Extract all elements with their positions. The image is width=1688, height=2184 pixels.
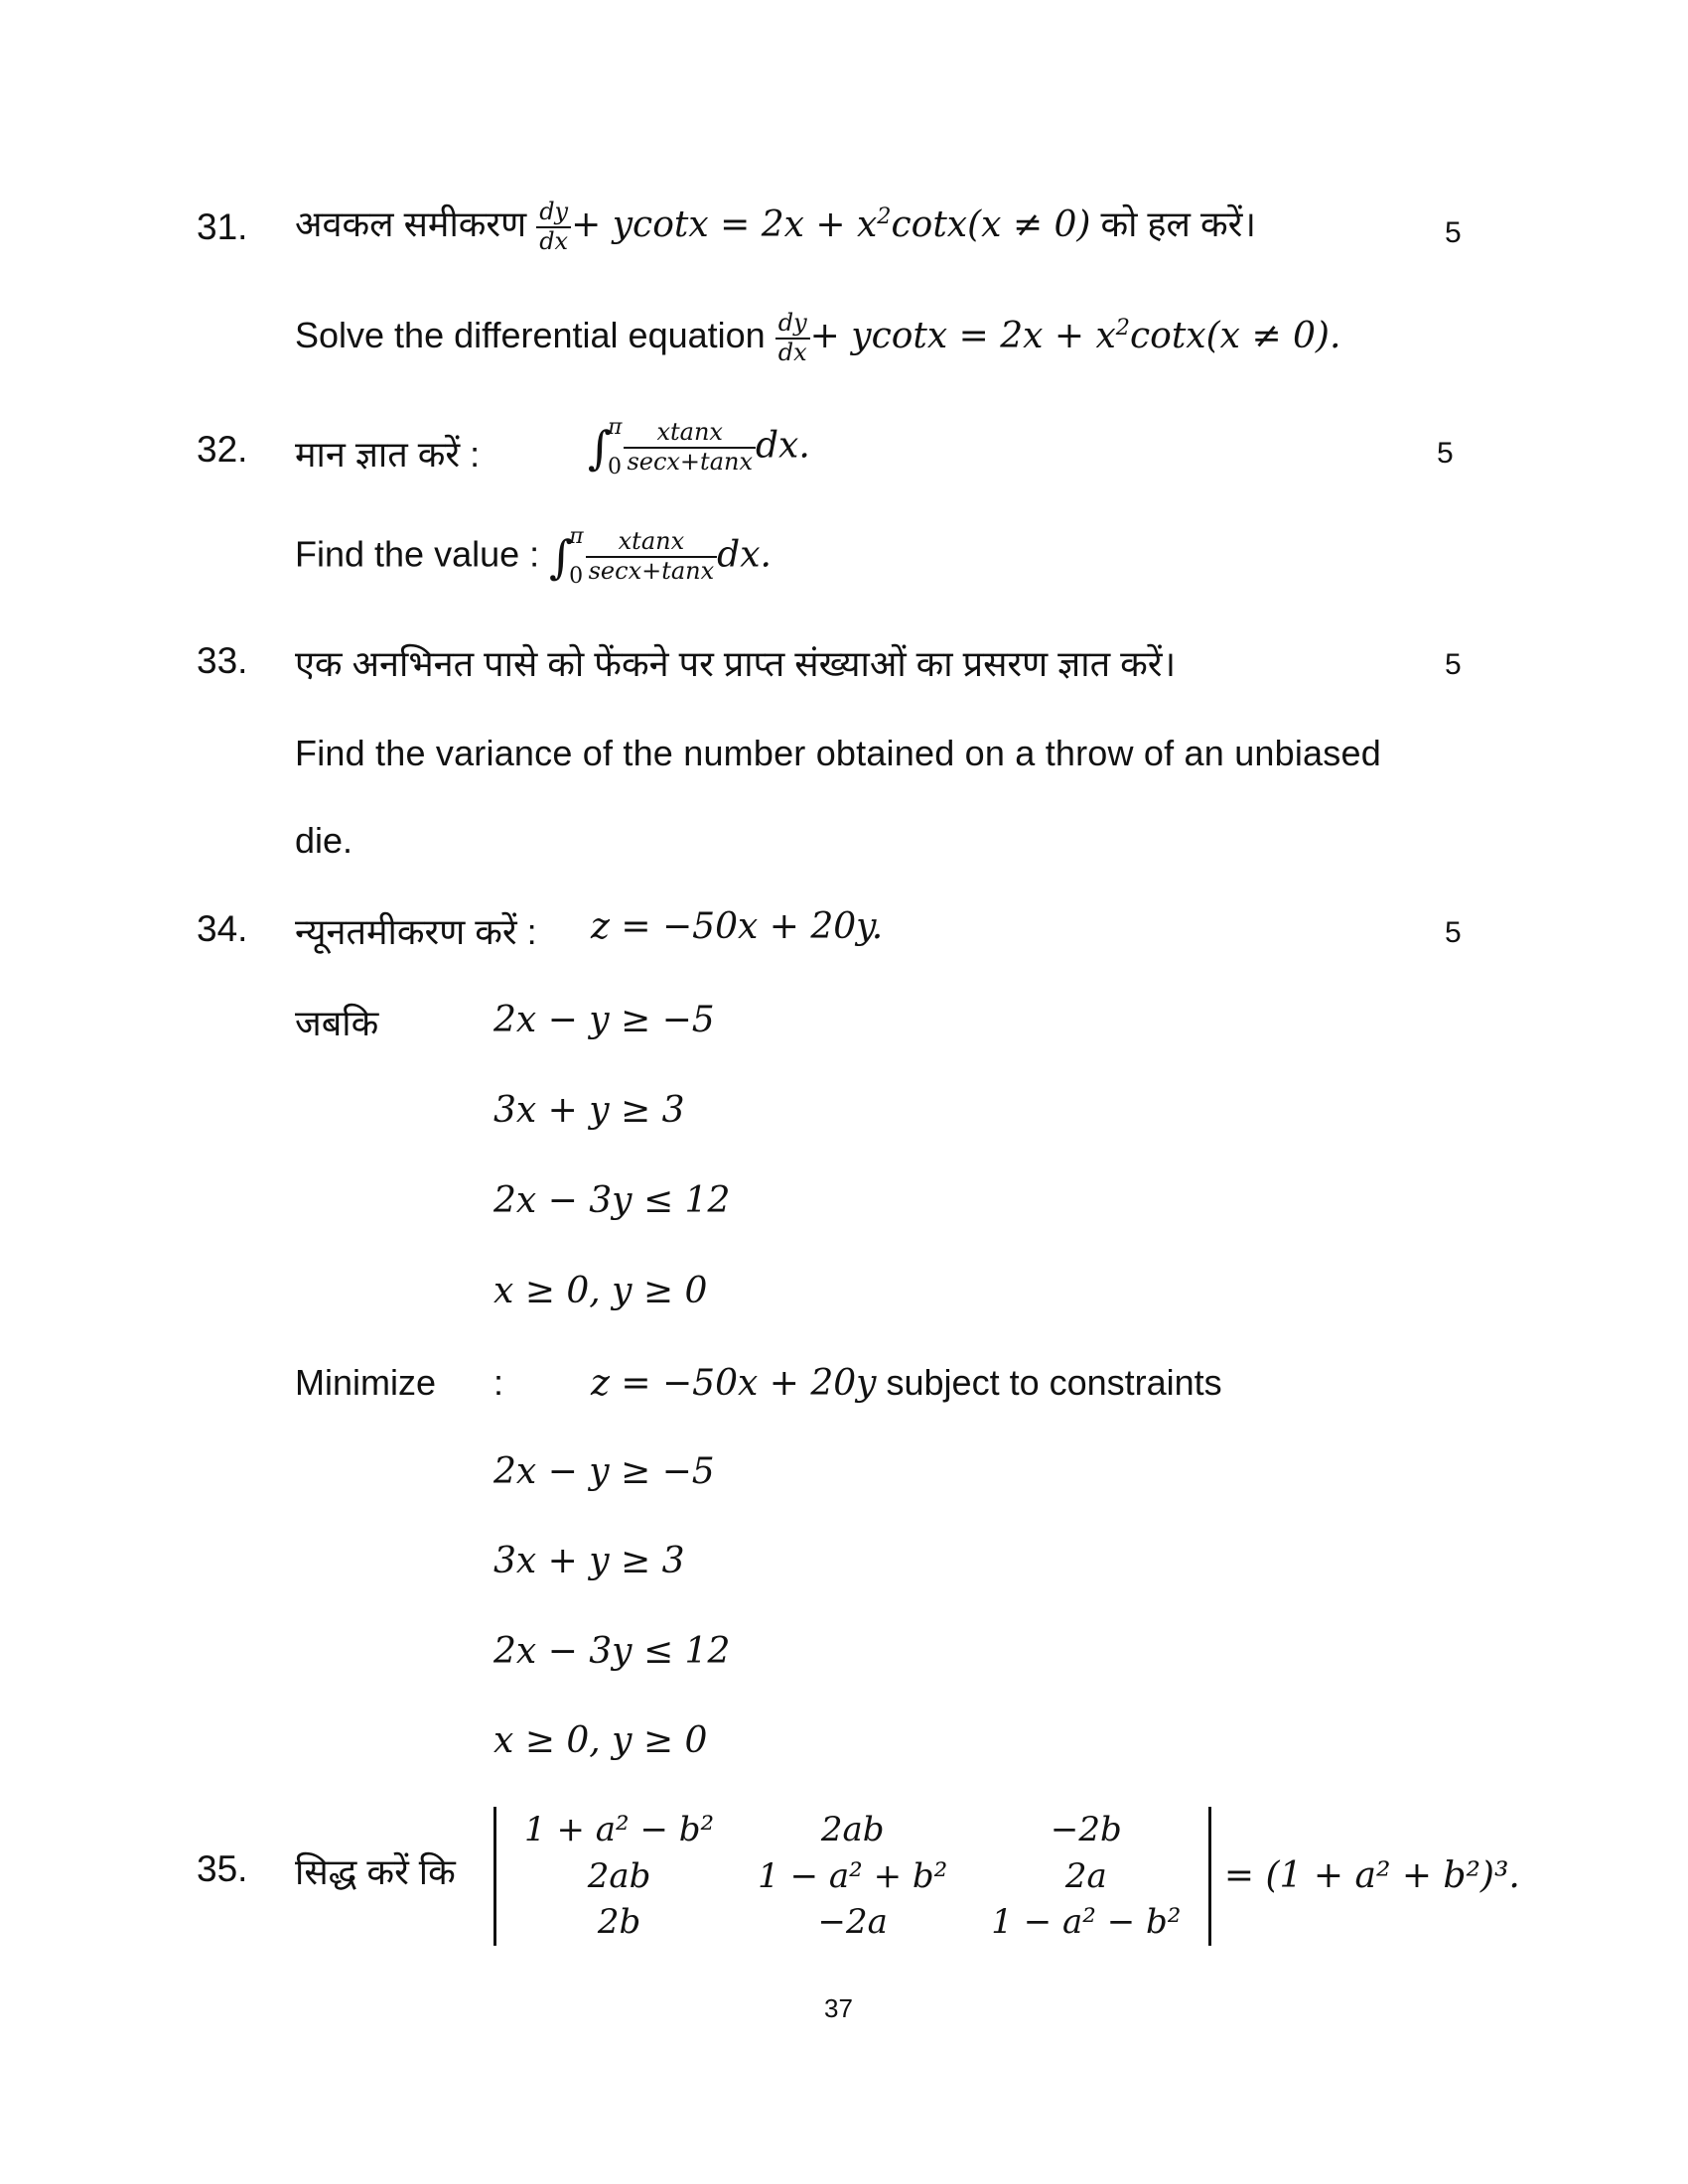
- q34-english-label: Minimize: [295, 1362, 437, 1403]
- matrix-row: 2ab 1 − a² + b² 2a: [587, 1855, 1107, 1896]
- q31-marks: 5: [1445, 216, 1462, 249]
- q33-marks: 5: [1445, 648, 1462, 681]
- q33-english-line2: die.: [295, 820, 353, 861]
- integral-sign-icon: ∫: [588, 421, 612, 475]
- matrix-row: 1 + a² − b² 2ab −2b: [524, 1810, 1122, 1849]
- q31-derivative-en: $\frac{dy}{dx}$: [775, 310, 810, 366]
- q35-determinant: [493, 1807, 1211, 1946]
- q34-english-suffix: subject to constraints: [886, 1362, 1222, 1403]
- q31-equation-en: + $ycotx = 2x + x^2\cot x(x \ne 0)$: [809, 315, 1330, 357]
- page-number: 37: [824, 1993, 853, 2023]
- question-31-hindi: [295, 199, 1256, 255]
- question-number-31: 31.: [197, 206, 248, 247]
- question-number-34: 34.: [197, 908, 248, 949]
- q34-hindi-prefix: न्यूनतमीकरण करें :: [295, 911, 537, 952]
- integral-sign-icon: ∫: [549, 530, 574, 584]
- question-32-english: Find the value : ∫ π 0 $\frac{xtanx}{\sec x+\tan x}$ dx.: [295, 524, 772, 589]
- q34-objective: z = −50x + 20y.: [591, 906, 884, 947]
- q35-hindi-prefix: सिद्ध करें कि: [295, 1851, 456, 1892]
- q31-english-prefix: Solve the differential equation: [295, 315, 766, 356]
- q31-derivative: $\frac{dy}{dx}$: [536, 199, 571, 255]
- q32-integral-hindi: ∫ π 0 $\frac{xtanx}{\sec x+\tan x}$ dx.: [588, 415, 810, 479]
- q35-rhs: = (1 + a² + b²)³.: [1223, 1855, 1520, 1897]
- q33-english-line1: Find the variance of the number obtained on a throw of an unbiased: [295, 733, 1381, 773]
- q31-hindi-suffix: को हल करें।: [1100, 204, 1256, 245]
- q32-limits: π 0: [607, 415, 623, 479]
- q31-hindi-prefix: अवकल समीकरण: [295, 204, 527, 245]
- determinant-matrix: [502, 1807, 1202, 1946]
- q32-english-prefix: Find the value :: [295, 533, 540, 575]
- q34-marks: 5: [1445, 916, 1462, 949]
- q35-equation: [493, 1807, 1520, 1946]
- question-31-english: Solve the differential equation $\frac{dy}{dx}$ + $ycotx = 2x + x^2\cot x(x \ne 0)$.: [295, 309, 1341, 366]
- q34-constraint-2: 3x + y ≥ 3: [493, 1090, 685, 1131]
- q34-english-objective: z = −50x + 20y: [591, 1363, 877, 1404]
- q34-english-objective-line: [591, 1362, 1222, 1404]
- q34-en-constraint-4: x ≥ 0, y ≥ 0: [493, 1720, 708, 1761]
- q32-marks: 5: [1437, 437, 1454, 470]
- question-number-33: 33.: [197, 640, 248, 681]
- q34-constraint-3: 2x − 3y ≤ 12: [493, 1180, 731, 1221]
- q33-hindi: एक अनभिनत पासे को फेंकने पर प्राप्त संख्याओं का प्रसरण ज्ञात करें।: [295, 643, 1177, 684]
- question-number-35: 35.: [197, 1848, 248, 1889]
- matrix-row: 2b −2a 1 − a² − b²: [597, 1902, 1182, 1942]
- q31-equation: + $ycotx = 2x + x^2\cot x(x \ne 0)$: [571, 204, 1091, 246]
- q34-en-constraint-2: 3x + y ≥ 3: [493, 1541, 685, 1581]
- q32-hindi-prefix: मान ज्ञात करें :: [295, 434, 481, 475]
- q32-fraction-en: $\frac{xtanx}{\sec x+\tan x}$: [586, 528, 718, 585]
- q34-english-colon: :: [493, 1362, 504, 1403]
- q34-constraint-1: 2x − y ≥ −5: [493, 1000, 715, 1040]
- q34-constraint-4: x ≥ 0, y ≥ 0: [493, 1271, 708, 1311]
- q32-fraction: $\frac{xtanx}{\sec x+\tan x}$: [624, 419, 756, 476]
- q34-hindi-subject: जबकि: [295, 1003, 379, 1043]
- question-number-32: 32.: [197, 429, 248, 470]
- q34-en-constraint-1: 2x − y ≥ −5: [493, 1451, 715, 1492]
- q34-en-constraint-3: 2x − 3y ≤ 12: [493, 1631, 731, 1672]
